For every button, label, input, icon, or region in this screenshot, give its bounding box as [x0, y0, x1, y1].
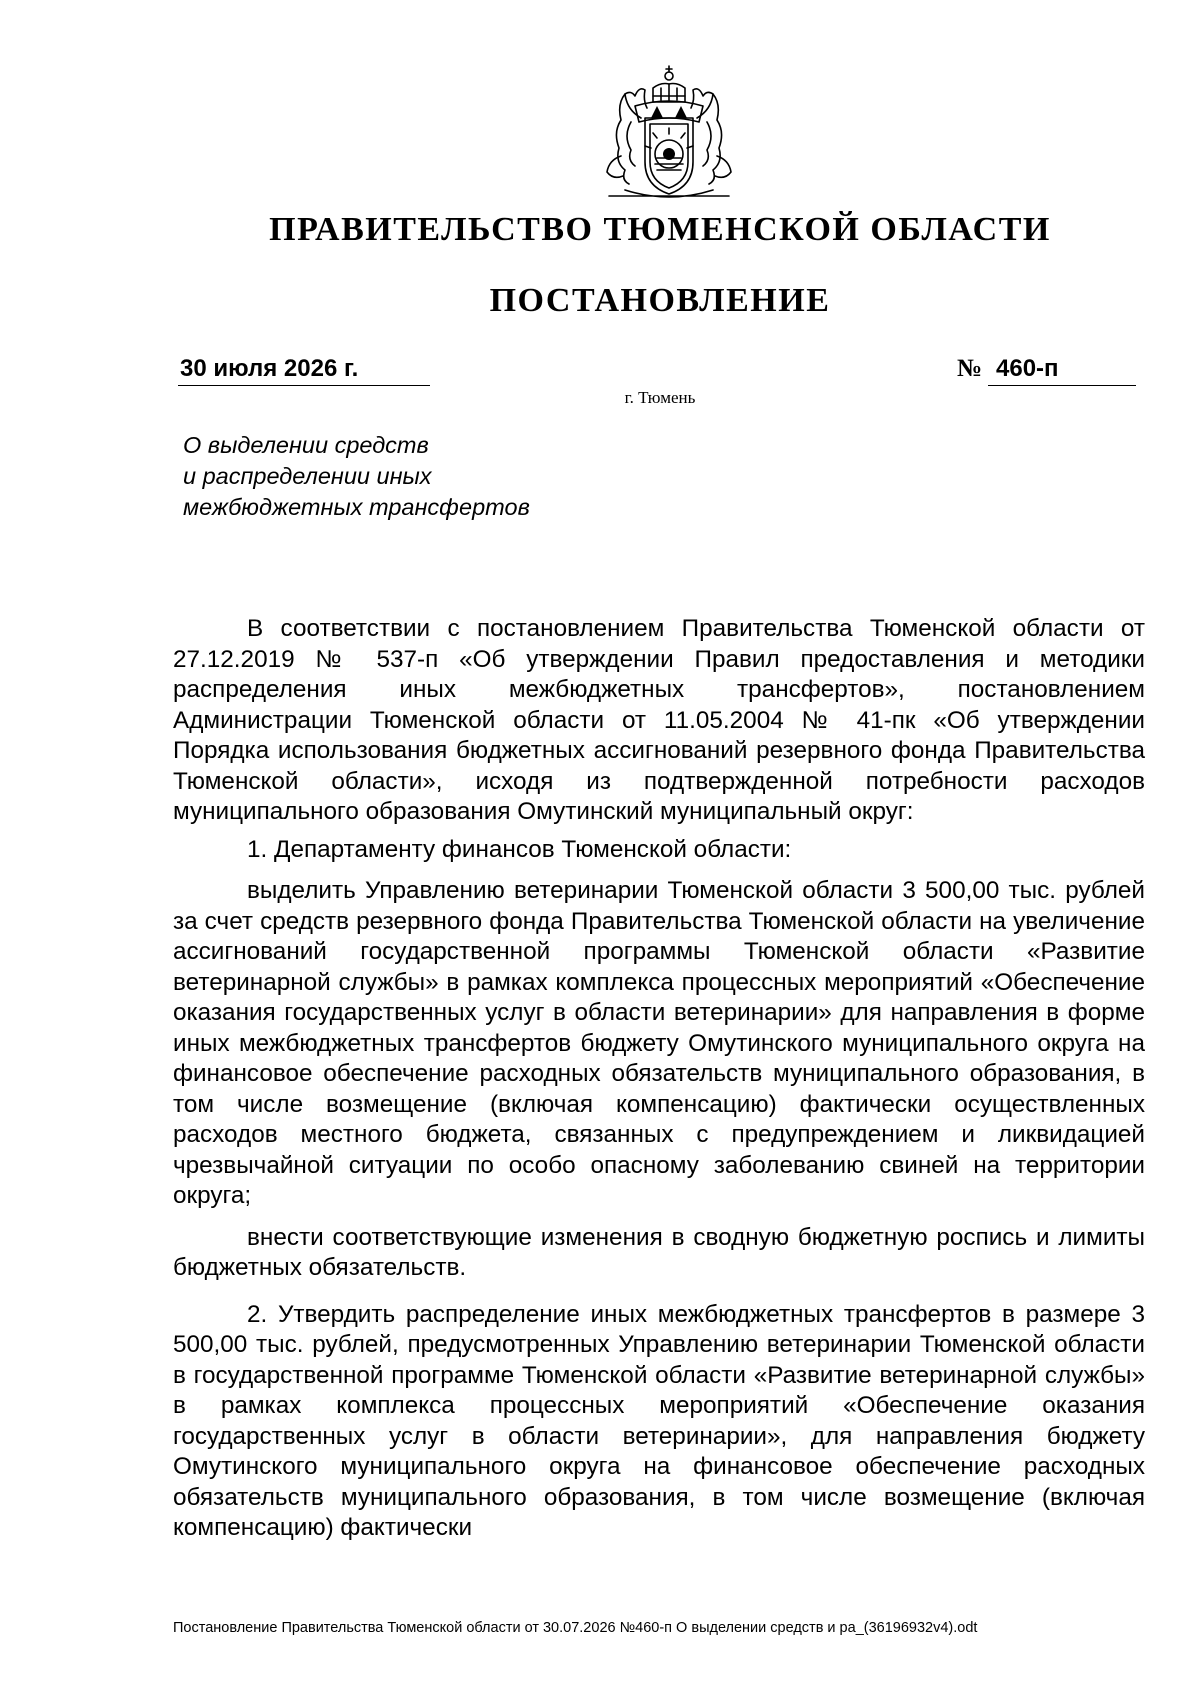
document-date: 30 июля 2026 г. — [180, 355, 359, 382]
city: г. Тюмень — [624, 388, 696, 407]
coat-of-arms-icon — [595, 62, 743, 208]
subject-line: О выделении средств — [183, 432, 429, 458]
date-field — [178, 355, 430, 386]
preamble-paragraph: В соответствии с постановлением Правительства Тюменской области от 27.12.2019 № 537-п «Об утверждении Правил предоставления и методики распределения иных межбюджетных трансфертов», постановлением Администрации Тюменской области от 11.05.2004 № 41-пк «Об утверждении Порядка использования бюджетных ассигнований резервного фонда Правительства Тюменской области», исходя из подтвержденной потребности расходов муниципального образования Омутинский муниципальный округ: — [173, 615, 1145, 825]
number-sign: № — [957, 355, 983, 382]
document-type: ПОСТАНОВЛЕНИЕ — [489, 282, 831, 319]
page-footer: Постановление Правительства Тюменской области от 30.07.2026 №460-п О выделении средств и ра_(36196932v4).odt — [173, 1620, 978, 1636]
subject-line: межбюджетных трансфертов — [183, 494, 530, 520]
item-1-title: 1. Департаменту финансов Тюменской области: — [247, 835, 792, 863]
item-1-subparagraph-b: внести соответствующие изменения в сводную бюджетную роспись и лимиты бюджетных обязательств. — [173, 1223, 1145, 1281]
item-2-paragraph: 2. Утвердить распределение иных межбюджетных трансфертов в размере 3 500,00 тыс. рублей, предусмотренных Управлению ветеринарии Тюменской области в государственной программе Тюменской области «Развитие ветеринарной службы» в рамках комплекса процессных мероприятий «Обеспечение оказания государственных услуг в области ветеринарии», для направления бюджету Омутинского муниципального округа на финансовое обеспечение расходных обязательств муниципального образования, в том числе возмещение (включая компенсацию) фактически — [173, 1300, 1145, 1541]
document-number: 460-п — [996, 355, 1059, 382]
subject-line: и распределении иных — [183, 463, 432, 489]
document-subject — [183, 430, 663, 523]
number-field — [988, 355, 1136, 386]
government-name: ПРАВИТЕЛЬСТВО ТЮМЕНСКОЙ ОБЛАСТИ — [269, 211, 1051, 248]
item-1-subparagraph-a: выделить Управлению ветеринарии Тюменской области 3 500,00 тыс. рублей за счет средств резервного фонда Правительства Тюменской области на увеличение ассигнований государственной программы Тюменской области «Развитие ветеринарной службы» в рамках комплекса процессных мероприятий «Обеспечение оказания государственных услуг в области ветеринарии» для направления в форме иных межбюджетных трансфертов бюджету Омутинского муниципального округа на финансовое обеспечение расходных обязательств муниципального образования, в том числе возмещение (включая компенсацию) фактически осуществленных расходов местного бюджета, связанных с предупреждением и ликвидацией чрезвычайной ситуации по особо опасному заболеванию свиней на территории округа; — [173, 877, 1145, 1209]
document-body — [173, 614, 1145, 1544]
